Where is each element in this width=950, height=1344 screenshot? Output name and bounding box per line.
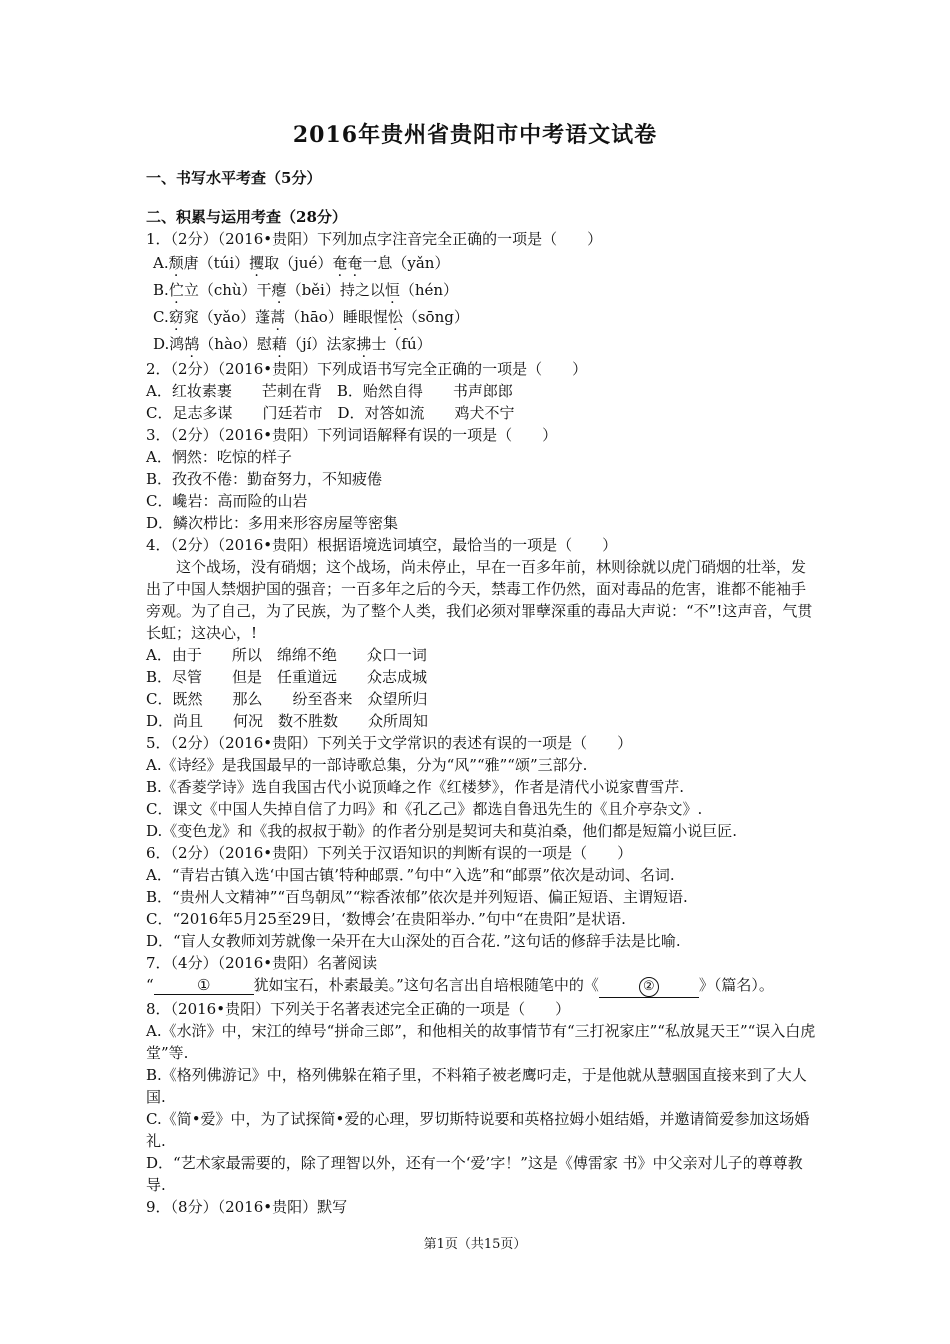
question-3-option-c: C．巉岩：高而险的山岩 — [146, 492, 308, 510]
question-9-stem: 9．（8分）（2016•贵阳）默写 — [146, 1198, 348, 1216]
question-6-option-a: A．“青岩古镇入选‘中国古镇’特种邮票．”句中“入选”和“邮票”依次是动词、名词. — [146, 866, 675, 884]
question-2-options-cd: C．足志多谋 门廷若市 D．对答如流 鸡犬不宁 — [146, 404, 515, 422]
blank-2-marker: ② — [639, 977, 659, 997]
question-6-option-c: C．“2016年5月25至29日，‘数博会’在贵阳举办．”句中“在贵阳”是状语. — [146, 910, 626, 928]
question-4-option-c: C．既然 那么 纷至沓来 众望所归 — [146, 690, 428, 708]
question-5-stem: 5．（2分）（2016•贵阳）下列关于文学常识的表述有误的一项是（ ） — [146, 734, 633, 752]
question-4-option-a: A．由于 所以 绵绵不绝 众口一词 — [146, 646, 427, 664]
question-2-stem: 2．（2分）（2016•贵阳）下列成语书写完全正确的一项是（ ） — [146, 360, 588, 378]
page-footer: 第1页（共15页） — [423, 1237, 527, 1252]
answer-blank-2[interactable] — [599, 976, 699, 998]
page-title: 2016年贵州省贵阳市中考语文试卷 — [292, 122, 658, 148]
question-7-stem: 7．（4分）（2016•贵阳）名著阅读 — [146, 954, 378, 972]
question-4-option-b: B．尽管 但是 任重道远 众志成城 — [146, 668, 428, 686]
question-8-option-c: C.《简•爱》中，为了试探简•爱的心理，罗切斯特说要和英格拉姆小姐结婚，并邀请简爱参加这场婚礼. — [146, 1110, 810, 1150]
question-6-option-d: D．“盲人女教师刘芳就像一朵开在大山深处的百合花．”这句话的修辞手法是比喻. — [146, 932, 681, 950]
question-3-option-d: D．鳞次栉比：多用来形容房屋等密集 — [146, 514, 399, 532]
question-2-options-ab: A．红妆素裹 芒刺在背 B．贻然自得 书声郎郎 — [146, 382, 513, 400]
question-8-option-b: B.《格列佛游记》中，格列佛躲在箱子里，不料箱子被老鹰叼走，于是他就从慧骃国直接来到了大人国. — [146, 1066, 807, 1106]
question-4-stem: 4．（2分）（2016•贵阳）根据语境选词填空，最恰当的一项是（ ） — [146, 536, 618, 554]
question-1-option-b: B.伫立（chù）干瘪（běi）持之以恒（hén） — [153, 281, 459, 299]
open-quote: “ — [146, 976, 154, 994]
section-heading-2: 二、积累与运用考查（28分） — [146, 208, 347, 226]
question-4-passage: 这个战场，没有硝烟；这个战场，尚未停止，早在一百多年前，林则徐就以虎门硝烟的壮举，发出了中国人禁烟护国的强音；一百多年之后的今天，禁毒工作仍然，面对毒品的危害，谁都不能袖手旁观。为了自己，为了民族，为了整个人类，我们必须对罪孽深重的毒品大声说：“不”!这声音，气贯长虹；这决心，! — [146, 558, 813, 642]
question-5-option-a: A.《诗经》是我国最早的一部诗歌总集，分为“风”“雅”“颂”三部分. — [146, 756, 588, 774]
question-6-stem: 6．（2分）（2016•贵阳）下列关于汉语知识的判断有误的一项是（ ） — [146, 844, 633, 862]
question-5-option-c: C．课文《中国人失掉自信了力吗》和《孔乙己》都选自鲁迅先生的《且介亭杂文》. — [146, 800, 703, 818]
blank-1-marker: ① — [196, 976, 211, 994]
question-1-option-c: C.窈窕（yǎo）蓬蒿（hāo）睡眼惺忪（sōng） — [153, 308, 469, 326]
question-7-end-text: 》（篇名）。 — [698, 976, 774, 994]
question-3-option-b: B．孜孜不倦：勤奋努力，不知疲倦 — [146, 470, 383, 488]
question-6-option-b: B．“贵州人文精神”“百鸟朝凤”“粽香浓郁”依次是并列短语、偏正短语、主谓短语. — [146, 888, 688, 906]
question-1-option-d: D.鸿鹄（hào）慰藉（jí）法家拂士（fú） — [153, 335, 432, 353]
question-3-stem: 3．（2分）（2016•贵阳）下列词语解释有误的一项是（ ） — [146, 426, 558, 444]
answer-blank-1[interactable] — [154, 976, 254, 995]
question-7-fill-line — [146, 974, 816, 998]
question-1-option-a: A.颓唐（túi）攫取（jué）奄奄一息（yǎn） — [153, 254, 450, 272]
question-4-option-d: D．尚且 何况 数不胜数 众所周知 — [146, 712, 429, 730]
question-5-option-b: B.《香菱学诗》选自我国古代小说顶峰之作《红楼梦》，作者是清代小说家曹雪芹. — [146, 778, 685, 796]
question-8-stem: 8．（2016•贵阳）下列关于名著表述完全正确的一项是（ ） — [146, 1000, 571, 1018]
question-body — [146, 228, 816, 1218]
question-3-option-a: A．惘然：吃惊的样子 — [146, 448, 292, 466]
question-8-option-d: D．“艺术家最需要的，除了理智以外，还有一个‘爱’字！”这是《傅雷家 书》中父亲对儿子的尊尊教导. — [146, 1154, 803, 1194]
section-heading-1: 一、书写水平考查（5分） — [146, 169, 322, 187]
question-5-option-d: D.《变色龙》和《我的叔叔于勒》的作者分别是契诃夫和莫泊桑，他们都是短篇小说巨匠. — [146, 822, 738, 840]
question-8-option-a: A.《水浒》中，宋江的绰号“拼命三郎”，和他相关的故事情节有“三打祝家庄”“私放晁天王”“误入白虎堂”等. — [146, 1022, 816, 1062]
question-1-stem: 1．（2分）（2016•贵阳）下列加点字注音完全正确的一项是（ ） — [146, 230, 603, 248]
question-7-mid-text: 犹如宝石，朴素最美。”这句名言出自培根随笔中的《 — [253, 976, 599, 994]
